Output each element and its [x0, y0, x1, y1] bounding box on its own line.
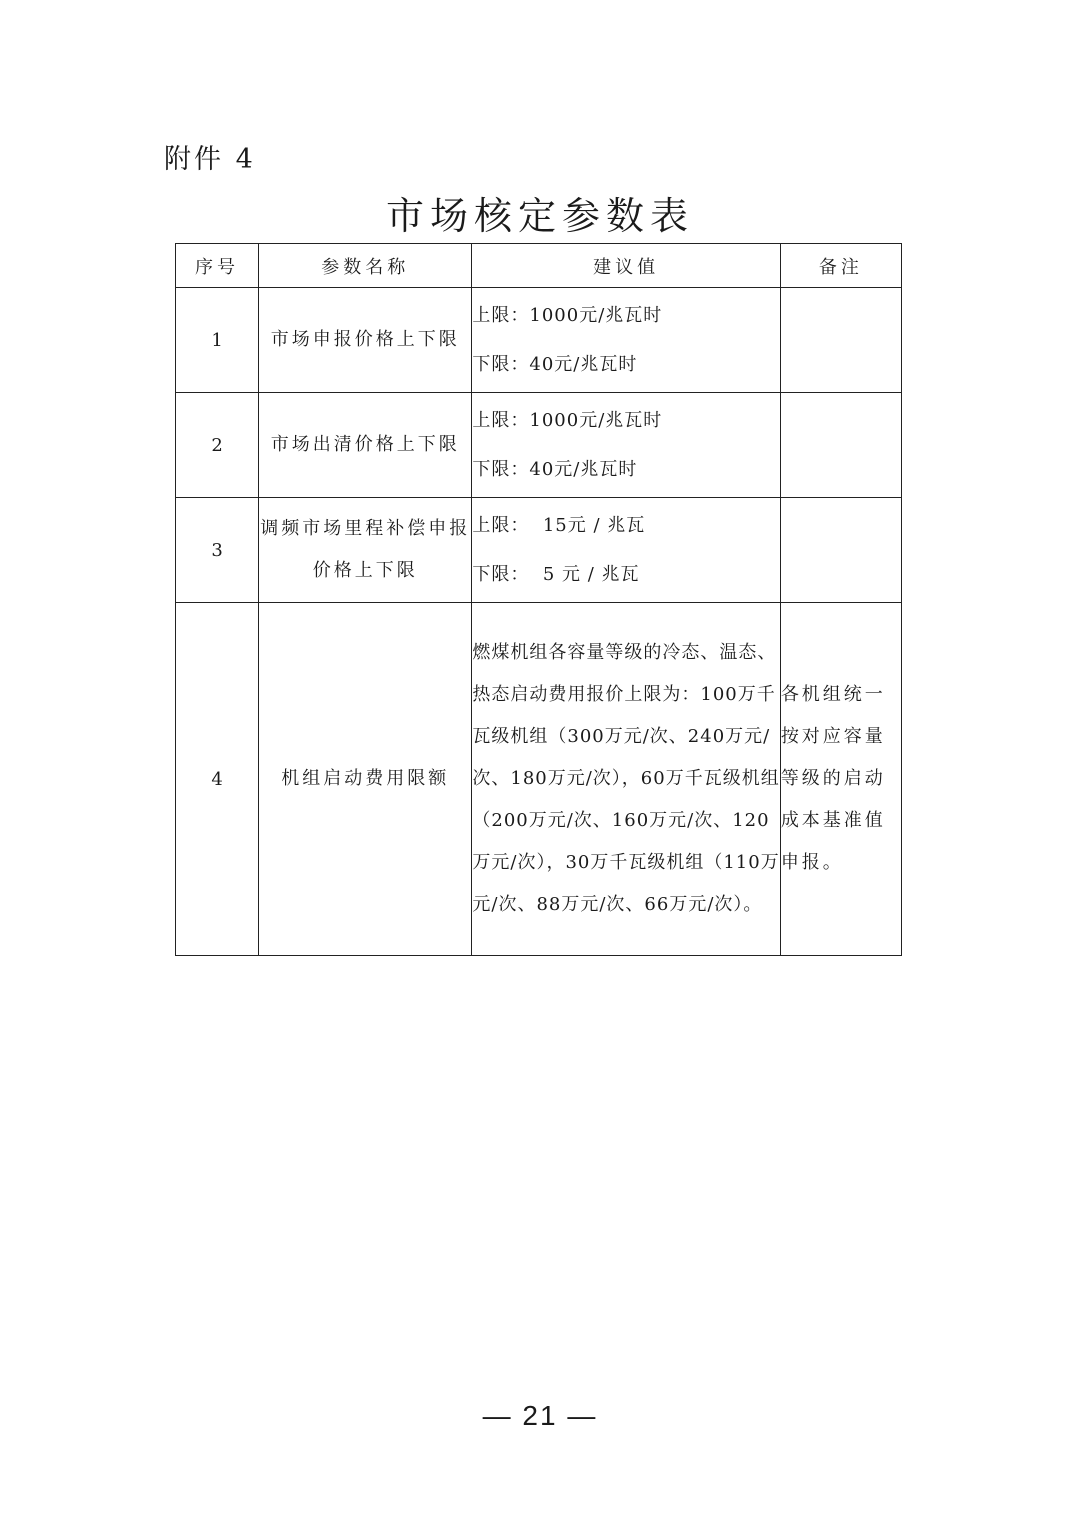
- row-value: [472, 393, 780, 498]
- attachment-label: 附件 4: [164, 144, 256, 175]
- row-note: [780, 288, 901, 393]
- row-name: 市场出清价格上下限: [259, 393, 472, 498]
- row-seq: 3: [176, 498, 259, 603]
- value-upper: 上限：1000元/兆瓦时: [472, 305, 663, 326]
- row-name: 市场申报价格上下限: [259, 288, 472, 393]
- row-name: 调频市场里程补偿申报价格上下限: [259, 498, 472, 603]
- header-name: 参数名称: [259, 244, 472, 288]
- parameter-table: [175, 243, 902, 956]
- value-lower: 下限：40元/兆瓦时: [472, 459, 638, 480]
- header-note: 备注: [780, 244, 901, 288]
- value-lower: 下限：40元/兆瓦时: [472, 354, 638, 375]
- table-row: [176, 603, 902, 956]
- value-text: 燃煤机组各容量等级的冷态、温态、热态启动费用报价上限为：100万千瓦级机组（300万元/次、240万元/次、180万元/次），60万千瓦级机组（200万元/次、160万元/次、120万元/次），30万千瓦级机组（110万元/次、88万元/次、66万元/次）。: [472, 642, 780, 915]
- header-value: 建议值: [472, 244, 780, 288]
- header-seq: 序号: [176, 244, 259, 288]
- table-row: [176, 288, 902, 393]
- row-value: [472, 603, 780, 956]
- row-seq: 1: [176, 288, 259, 393]
- table-row: [176, 393, 902, 498]
- row-name: 机组启动费用限额: [259, 603, 472, 956]
- row-value: [472, 288, 780, 393]
- row-seq: 4: [176, 603, 259, 956]
- page-number: — 21 —: [482, 1400, 598, 1431]
- row-note: 各机组统一按对应容量等级的启动成本基准值申报。: [780, 603, 901, 956]
- table-row: [176, 498, 902, 603]
- page-title: 市场核定参数表: [385, 194, 694, 238]
- row-seq: 2: [176, 393, 259, 498]
- row-note: [780, 498, 901, 603]
- table-header-row: [176, 244, 902, 288]
- value-upper: 上限： 15元 / 兆瓦: [472, 515, 646, 536]
- row-note: [780, 393, 901, 498]
- value-upper: 上限：1000元/兆瓦时: [472, 410, 663, 431]
- value-lower: 下限： 5 元 / 兆瓦: [472, 564, 640, 585]
- row-value: [472, 498, 780, 603]
